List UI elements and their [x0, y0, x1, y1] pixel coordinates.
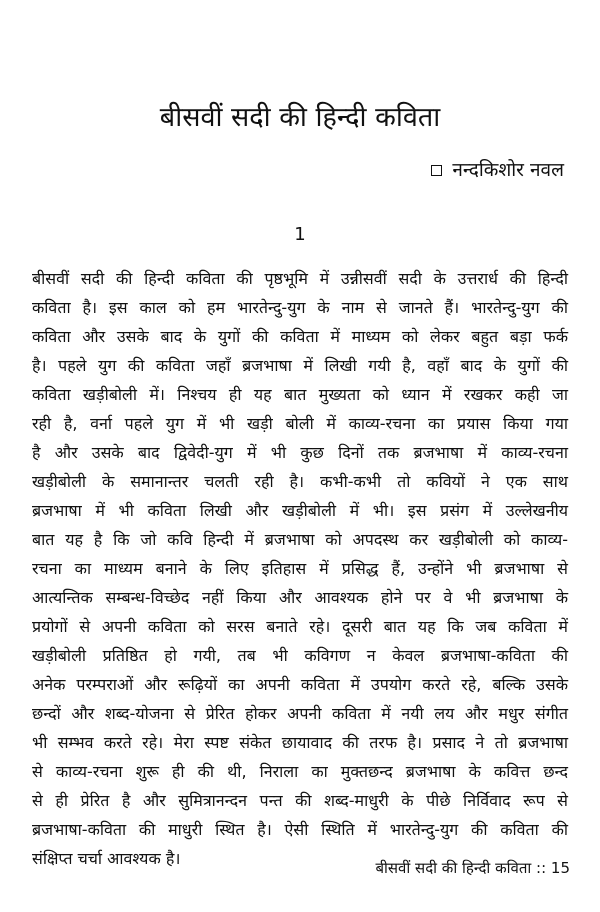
paragraph-line: है। पहले युग की कविता जहाँ ब्रजभाषा में लिखी गयी है, वहाँ बाद के युगों की: [32, 356, 568, 375]
paragraph-line: है और उसके बाद द्विवेदी-युग में भी कुछ दिनों तक ब्रजभाषा में काव्य-रचना: [32, 443, 568, 462]
chapter-title: बीसवीं सदी की हिन्दी कविता: [159, 102, 441, 133]
body-paragraph: [32, 264, 568, 873]
author-name: नन्दकिशोर नवल: [452, 159, 564, 181]
paragraph-line: छन्दों और शब्द-योजना से प्रेरित होकर अपनी कविता में नयी लय और मधुर संगीत: [32, 704, 568, 723]
paragraph-line: रचना का माध्यम बनाने के लिए इतिहास में प्रसिद्ध हैं, उन्होंने भी ब्रजभाषा से: [32, 559, 568, 578]
paragraph-line: रही है, वर्ना पहले युग में भी खड़ी बोली में काव्य-रचना का प्रयास किया गया: [32, 414, 568, 433]
paragraph-line: कविता और उसके बाद के युगों की कविता में माध्यम को लेकर बहुत बड़ा फर्क: [32, 327, 568, 346]
paragraph-line: बीसवीं सदी की हिन्दी कविता की पृष्ठभूमि में उन्नीसवीं सदी के उत्तरार्ध की हिन्दी: [32, 269, 568, 288]
paragraph-line: कविता है। इस काल को हम भारतेन्दु-युग के नाम से जानते हैं। भारतेन्दु-युग की: [32, 298, 568, 317]
running-footer: बीसवीं सदी की हिन्दी कविता :: 15: [375, 859, 570, 877]
paragraph-line: खड़ीबोली के समानान्तर चलती रही है। कभी-कभी तो कवियों ने एक साथ: [32, 472, 568, 491]
paragraph-line: कविता खड़ीबोली में। निश्चय ही यह बात मुख्यता को ध्यान में रखकर कही जा: [32, 385, 568, 404]
paragraph-line: खड़ीबोली प्रतिष्ठित हो गयी, तब भी कविगण न केवल ब्रजभाषा-कविता की: [32, 646, 568, 665]
paragraph-line: बात यह है कि जो कवि हिन्दी में ब्रजभाषा को अपदस्थ कर खड़ीबोली को काव्य-: [32, 530, 568, 549]
paragraph-line: ब्रजभाषा में भी कविता लिखी और खड़ीबोली में भी। इस प्रसंग में उल्लेखनीय: [32, 501, 568, 520]
paragraph-line: से ही प्रेरित है और सुमित्रानन्दन पन्त की शब्द-माधुरी के पीछे निर्विवाद रूप से: [32, 791, 568, 810]
author-byline: [431, 156, 564, 184]
section-number: 1: [294, 224, 306, 245]
paragraph-line: संक्षिप्त चर्चा आवश्यक है।: [32, 849, 181, 868]
paragraph-line: भी सम्भव करते रहे। मेरा स्पष्ट संकेत छायावाद की तरफ है। प्रसाद ने तो ब्रजभाषा: [32, 733, 568, 752]
paragraph-line: से काव्य-रचना शुरू ही की थी, निराला का मुक्तछन्द ब्रजभाषा के कवित्त छन्द: [32, 762, 568, 781]
paragraph-line: अनेक परम्पराओं और रूढ़ियों का अपनी कविता में उपयोग करते रहे, बल्कि उसके: [32, 675, 568, 694]
paragraph-line: ब्रजभाषा-कविता की माधुरी स्थित है। ऐसी स्थिति में भारतेन्दु-युग की कविता की: [32, 820, 568, 839]
square-bullet-icon: [431, 165, 442, 176]
paragraph-line: आत्यन्तिक सम्बन्ध-विच्छेद नहीं किया और आवश्यक होने पर वे भी ब्रजभाषा के: [32, 588, 568, 607]
paragraph-line: प्रयोगों से अपनी कविता को सरस बनाते रहे। दूसरी बात यह कि जब कविता में: [32, 617, 568, 636]
